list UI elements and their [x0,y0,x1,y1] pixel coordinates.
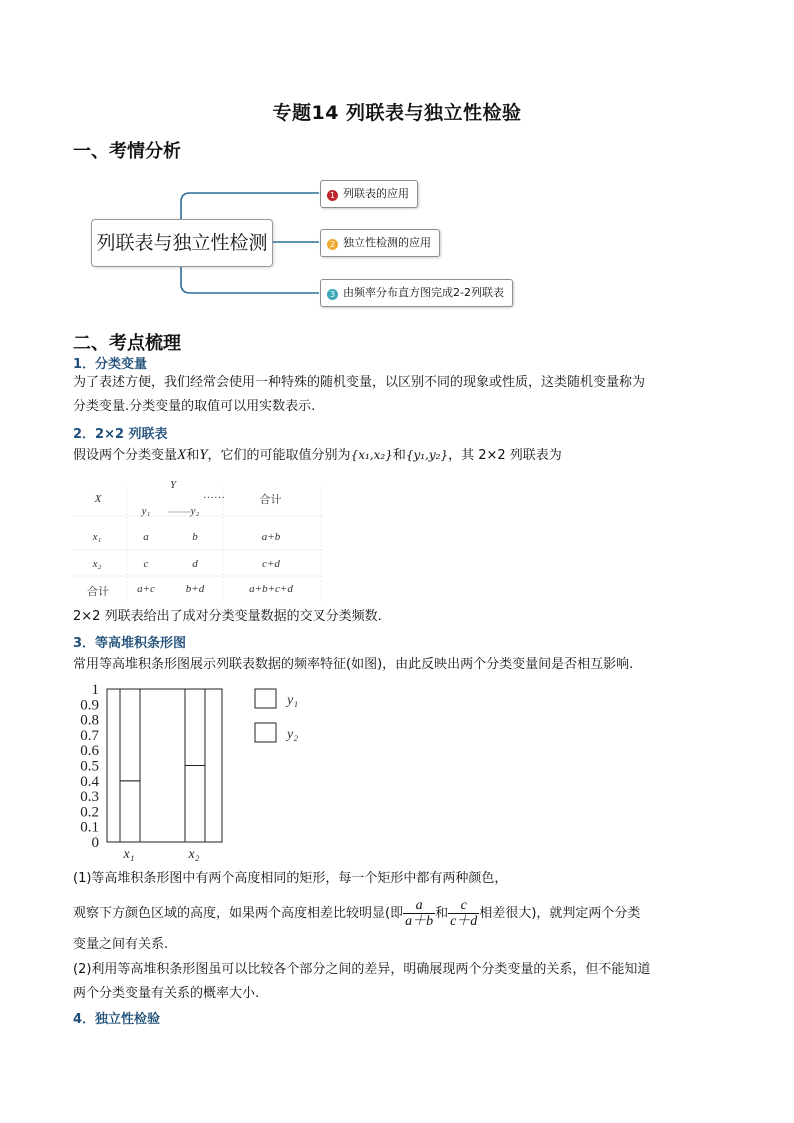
table-cell: a [143,531,149,543]
table-row-label: x₂ [92,558,102,570]
table-row-label: 合计 [87,585,109,598]
paragraph: 为了表述方便，我们经常会使用一种特殊的随机变量，以区别不同的现象或性质，这类随机变量称为 [73,375,646,390]
fraction-c-over-c-plus-d [448,898,479,929]
text-run: ，它们的可能取值分别为 [207,448,351,463]
paragraph [73,445,562,466]
text-run: 和 [392,448,406,463]
paragraph: 分类变量.分类变量的取值可以用实数表示. [73,399,316,414]
section-heading-points: 二、考点梳理 [73,333,181,354]
fraction-numerator: c [448,898,479,914]
math-var: Y [199,447,208,463]
x-tick-label: x₁ [123,847,135,862]
section-heading-analysis: 一、考情分析 [73,141,181,162]
math-set: {y₁,y₂} [405,448,449,462]
table-y-label: Y [169,479,177,491]
table-cell: a+b+c+d [249,583,293,595]
y-tick-label: 0.7 [80,727,99,744]
table-cell: c+d [262,558,280,570]
x-tick-label: x₂ [188,847,200,862]
table-total-header: 合计 [259,493,282,506]
subheading-stacked-bar: 3．等高堆积条形图 [73,636,187,651]
table-col-header: y₂ [190,505,200,517]
y-tick-label: 0.4 [80,773,99,790]
paragraph: (2)利用等高堆积条形图虽可以比较各个部分之间的差异，明确展现两个分类变量的关系，但不能知道 [73,962,651,977]
table-cell: b+d [185,583,205,595]
mindmap-node-1 [320,180,418,208]
mindmap-node-3 [320,279,513,307]
text-run: ，其 2×2 列联表为 [448,448,562,463]
fraction-denominator: a＋b [405,914,434,929]
math-var: X [177,447,187,463]
table-ellipsis: …… [203,489,225,501]
paragraph: 两个分类变量有关系的概率大小. [73,986,260,1001]
paragraph: 常用等高堆积条形图展示列联表数据的频率特征(如图)，由此反映出两个分类变量间是否相互影响. [73,657,634,672]
text-run: 和 [186,448,200,463]
paragraph: 2×2 列联表给出了成对分类变量数据的交叉分类频数. [73,609,382,624]
y-tick-label: 0.6 [80,743,99,760]
subheading-independence-test: 4．独立性检验 [73,1012,161,1027]
table-row-label: x₁ [92,531,102,543]
legend-swatch [255,689,276,708]
page-title: 专题14 列联表与独立性检验 [272,102,522,124]
bar-segment-y₁ [185,766,205,843]
contingency-table [73,475,325,605]
table-cell: d [192,558,198,570]
y-tick-label: 0.1 [80,819,99,836]
y-tick-label: 0.5 [80,758,99,775]
table-col-header: y₁ [141,505,151,517]
table-cell: b [192,531,198,543]
bar-segment-y₂ [120,689,140,781]
bar-segment-y₂ [185,689,205,766]
number-badge-icon: 2 [327,239,338,250]
fraction-denominator: c＋d [450,914,478,929]
paragraph [73,898,640,929]
bar-segment-y₁ [120,781,140,842]
text-run: 假设两个分类变量 [73,448,178,463]
y-tick-label: 0.9 [80,697,99,714]
number-badge-icon: 1 [327,190,338,201]
mindmap-node-label: 由频率分布直方图完成2-2列联表 [343,286,504,299]
table-cell: c [143,558,149,570]
table-cell: a+c [137,583,155,595]
math-set: {x₁,x₂} [350,448,393,462]
y-tick-label: 0.3 [80,789,99,806]
stacked-bar-chart [70,676,330,866]
table-x-label: X [94,493,102,505]
y-tick-label: 1 [91,682,99,698]
mindmap-node-2 [320,229,440,257]
fraction-a-over-a-plus-b [403,898,435,929]
text-run: 观察下方颜色区域的高度，如果两个高度相差比较明显(即 [73,906,404,921]
subheading-categorical-variable: 1．分类变量 [73,357,148,372]
legend-label: y₁ [287,693,299,708]
legend-label: y₂ [287,727,299,742]
number-badge-icon: 3 [327,289,338,300]
paragraph: (1)等高堆积条形图中有两个高度相同的矩形，每一个矩形中都有两种颜色， [73,871,508,886]
mindmap-node-label: 列联表的应用 [343,187,409,200]
paragraph: 变量之间有关系. [73,937,169,952]
mindmap-node-label: 独立性检测的应用 [343,236,431,249]
legend-swatch [255,723,276,742]
text-run: 和 [435,906,449,921]
subheading-contingency-table: 2．2×2 列联表 [73,427,168,442]
text-run: 相差很大)，就判定两个分类 [479,906,641,921]
y-tick-label: 0.2 [80,804,99,821]
mindmap-root: 列联表与独立性检测 [91,219,273,267]
table-cell: a+b [261,531,281,543]
y-tick-label: 0.8 [80,712,99,729]
y-tick-label: 0 [91,835,99,851]
fraction-numerator: a [403,898,435,914]
